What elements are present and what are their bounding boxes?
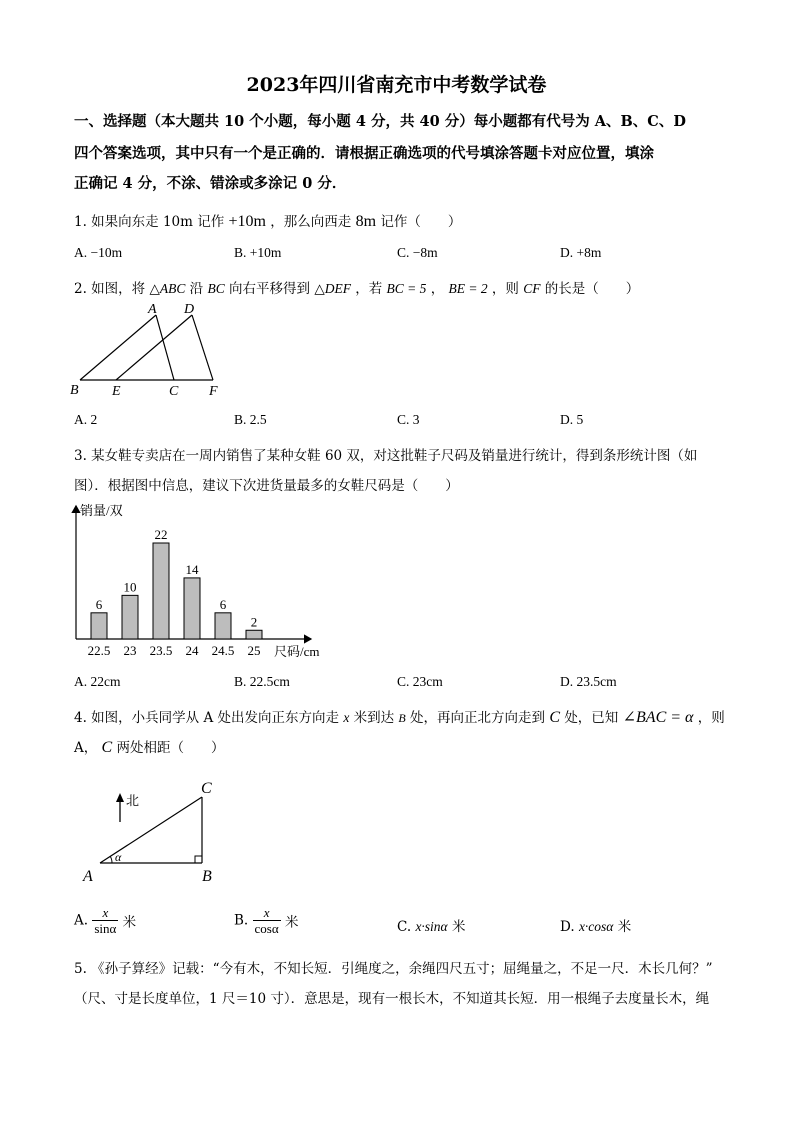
- q2-triangle-abc: △ABC: [149, 281, 186, 296]
- segment-ba: [80, 315, 156, 380]
- q2-segment-cf: CF: [523, 281, 541, 296]
- q4-b-prefix: B.: [234, 912, 249, 929]
- q2-text-g: 的长是（ ）: [544, 281, 640, 297]
- q4-a-unit: 米: [122, 914, 137, 931]
- q4-var-x: x: [343, 710, 350, 725]
- segment-ed: [116, 315, 192, 380]
- q3-option-c[interactable]: C. 23cm: [397, 674, 443, 689]
- q4-c-prefix: C.: [397, 919, 412, 935]
- bar-24: [184, 578, 200, 639]
- q4-text-d: 处，已知: [564, 710, 619, 726]
- x-tick-label: 24: [185, 643, 199, 658]
- x-tick-label: 23.5: [149, 643, 173, 658]
- q2-segment-bc: BC: [207, 281, 225, 296]
- q1-text-b: ，那么向西走: [270, 214, 352, 230]
- q2-option-b[interactable]: B. 2.5: [234, 412, 267, 427]
- q4-line2-b: 两处相距（ ）: [116, 740, 225, 756]
- section-instructions-line3: 正确记 4 分，不涂、错涂或多涂记 0 分．: [74, 175, 347, 192]
- q1-option-d[interactable]: D. +8m: [560, 245, 602, 260]
- right-angle-mark: [195, 856, 202, 863]
- q1-option-b[interactable]: B. +10m: [234, 245, 282, 260]
- q4-b-fraction: [253, 905, 281, 936]
- segment-ac: [156, 315, 174, 380]
- q4-option-c[interactable]: [397, 915, 465, 935]
- q2-text-d: ，若: [355, 281, 383, 297]
- q4-b-unit: 米: [284, 914, 299, 931]
- q4-d-expr: x·cosα: [578, 919, 614, 934]
- q2-text-e: ，: [430, 281, 445, 297]
- bar-25: [246, 630, 262, 639]
- q4-angle: ∠BAC = α: [622, 709, 694, 726]
- q4-option-d[interactable]: [560, 915, 631, 935]
- q4-d-prefix: D.: [560, 919, 575, 935]
- q2-text-b: 沿: [189, 281, 204, 297]
- q4-text-b: 米到达: [353, 710, 395, 726]
- shoe-size-bar-chart: [66, 500, 336, 665]
- label-a: A: [148, 302, 157, 317]
- label-c: C: [169, 384, 179, 399]
- q4-right-triangle-figure: [80, 775, 230, 890]
- q4-option-b[interactable]: [234, 905, 298, 936]
- question-4-line2: [74, 736, 225, 757]
- question-1: [74, 210, 461, 231]
- q4-a-fraction: [92, 905, 118, 936]
- q1-expr1: +10m: [228, 213, 266, 230]
- bars: [88, 527, 262, 658]
- bar-value-label: 2: [250, 614, 258, 630]
- q4-a-denominator: sinα: [94, 921, 117, 936]
- q2-text-a: 2. 如图，将: [74, 281, 146, 297]
- question-2: [74, 277, 639, 297]
- x-tick-label: 25: [247, 643, 261, 658]
- q4-line2-a: A，: [74, 740, 98, 756]
- q2-option-d[interactable]: D. 5: [560, 412, 584, 427]
- y-axis-label: 销量/双: [80, 503, 123, 518]
- q2-triangle-def: △DEF: [314, 281, 351, 296]
- label-e: E: [112, 384, 121, 399]
- bar-value-label: 10: [123, 579, 137, 595]
- q4-line2-c: C: [101, 739, 113, 756]
- q4-a-prefix: A.: [74, 912, 89, 929]
- north-label: 北: [126, 793, 140, 808]
- label-f: F: [209, 384, 218, 399]
- q3-option-a[interactable]: A. 22cm: [74, 674, 121, 689]
- label-d: D: [184, 302, 195, 317]
- q4-point-b: B: [398, 711, 406, 725]
- q4-d-unit: 米: [617, 919, 632, 935]
- question-4-line1: [74, 706, 725, 727]
- label-a: A: [83, 868, 93, 885]
- q1-option-a[interactable]: A. −10m: [74, 245, 123, 260]
- question-3-line2: 图）．根据图中信息，建议下次进货量最多的女鞋尺码是（ ）: [74, 478, 459, 494]
- label-alpha: α: [115, 850, 122, 864]
- q2-be-eq: BE = 2: [448, 281, 488, 296]
- q1-text-c: 记作（ ）: [380, 214, 462, 230]
- q4-c-unit: 米: [451, 919, 466, 935]
- bar-value-label: 22: [154, 527, 168, 542]
- question-5-line2: （尺、寸是长度单位，1 尺＝10 寸）．意思是，现有一根长木，不知道其长短．用一根绳子去度量长木，绳: [74, 991, 710, 1007]
- bar-23.5: [153, 543, 169, 639]
- question-3-line1: 3. 某女鞋专卖店在一周内销售了某种女鞋 60 双，对这批鞋子尺码及销量进行统计，得到条形统计图（如: [74, 448, 698, 464]
- x-tick-label: 23: [123, 643, 137, 658]
- q4-a-numerator: x: [92, 905, 118, 921]
- label-b: B: [70, 383, 79, 398]
- x-tick-label: 22.5: [87, 643, 111, 658]
- angle-arc: [110, 856, 112, 863]
- bar-23: [122, 595, 138, 639]
- q2-option-c[interactable]: C. 3: [397, 412, 420, 427]
- q4-option-a[interactable]: [74, 905, 136, 936]
- q4-text-a: 4. 如图，小兵同学从 A 处出发向正东方向走: [74, 710, 340, 726]
- q1-option-c[interactable]: C. −8m: [397, 245, 438, 260]
- page-title: 2023年四川省南充市中考数学试卷: [246, 74, 547, 96]
- label-c: C: [201, 780, 212, 797]
- segment-df: [192, 315, 213, 380]
- q1-text: 1. 如果向东走 10m 记作: [74, 214, 225, 230]
- q2-translation-figure: [66, 298, 236, 400]
- q2-text-f: ，则: [491, 281, 519, 297]
- bar-value-label: 14: [185, 561, 199, 577]
- q4-b-numerator: x: [253, 905, 281, 921]
- bar-value-label: 6: [219, 596, 227, 612]
- section-instructions-line1: 一、选择题（本大题共 10 个小题，每小题 4 分，共 40 分）每小题都有代号为 A、B、C、D: [74, 113, 686, 130]
- x-axis-label: 尺码/cm: [274, 644, 320, 659]
- q2-option-a[interactable]: A. 2: [74, 412, 98, 427]
- north-arrow-head: [116, 793, 124, 802]
- bar-24.5: [215, 613, 231, 639]
- q4-text-e: ，则: [697, 710, 725, 726]
- section-instructions-line2: 四个答案选项，其中只有一个是正确的．请根据正确选项的代号填涂答题卡对应位置，填涂: [74, 145, 654, 162]
- q3-option-b[interactable]: B. 22.5cm: [234, 674, 290, 689]
- q2-bc-eq: BC = 5: [386, 281, 427, 296]
- bar-value-label: 6: [95, 596, 103, 612]
- bar-22.5: [91, 613, 107, 639]
- q2-text-c: 向右平移得到: [229, 281, 311, 297]
- label-b: B: [202, 868, 212, 885]
- question-5-line1: 5. 《孙子算经》记载：“今有木，不知长短．引绳度之，余绳四尺五寸；屈绳量之，不足一尺．木长几何？”: [74, 961, 713, 977]
- q4-point-c: C: [549, 709, 561, 726]
- x-tick-label: 24.5: [211, 643, 235, 658]
- q4-c-expr: x·sinα: [415, 919, 448, 934]
- q1-expr2: 8m: [355, 213, 377, 230]
- q3-option-d[interactable]: D. 23.5cm: [560, 674, 617, 689]
- q4-text-c: 处，再向正北方向走到: [410, 710, 546, 726]
- q4-b-denominator: cosα: [254, 921, 279, 936]
